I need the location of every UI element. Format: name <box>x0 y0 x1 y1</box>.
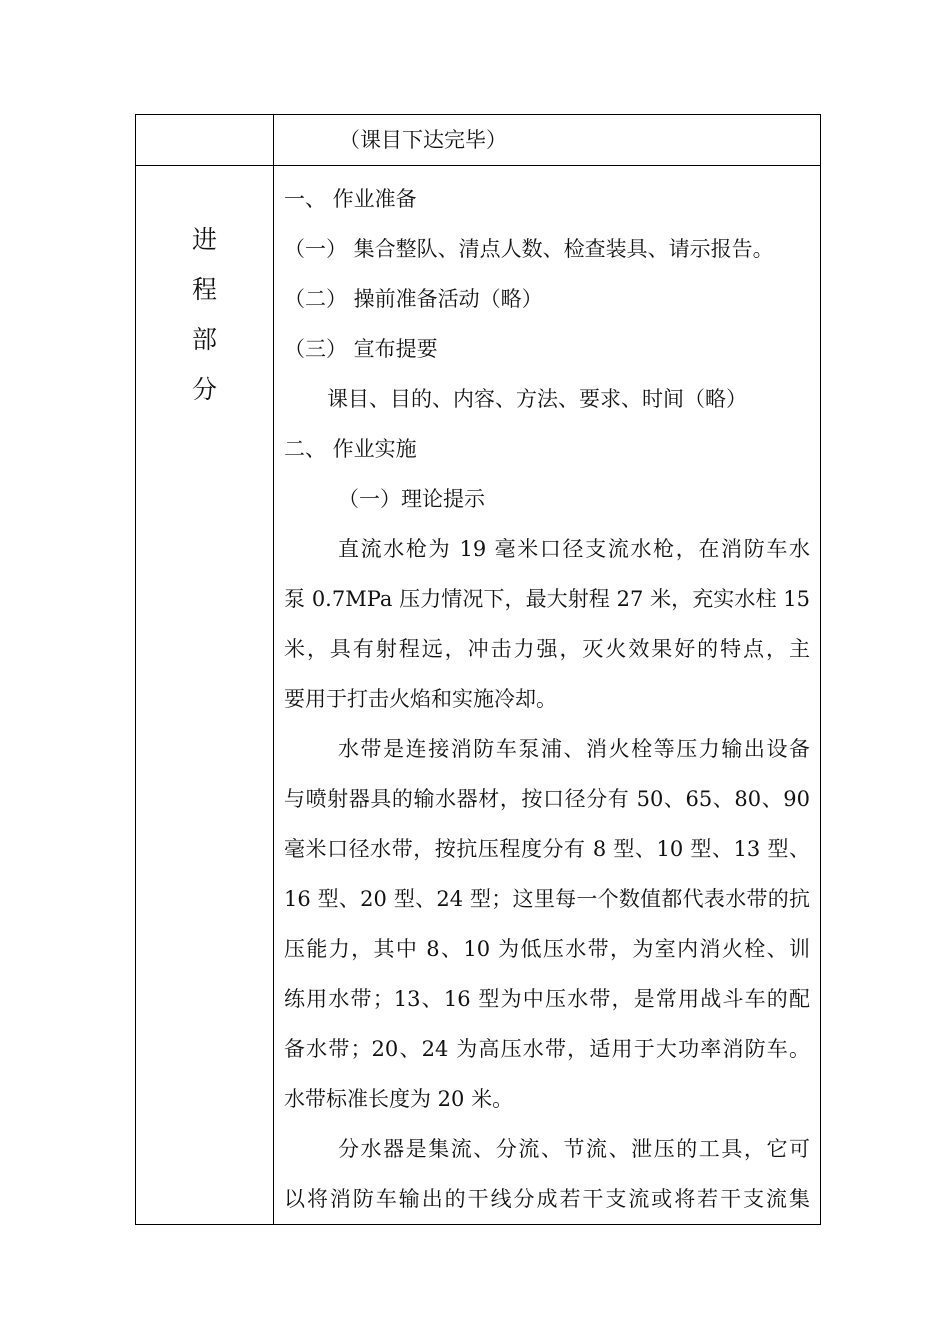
content-line: 二、 作业实施 <box>284 437 417 461</box>
content-line: 要用于打击火焰和实施冷却。 <box>284 687 557 711</box>
content-line: 直流水枪为 19 毫米口径支流水枪，在消防车水 <box>338 537 810 561</box>
content-line: 水带是连接消防车泵浦、消火栓等压力输出设备 <box>338 737 810 761</box>
section-label-cell <box>136 166 274 1225</box>
table-row-header <box>136 115 821 166</box>
top-content-cell <box>274 115 821 166</box>
content-line: （一） 集合整队、清点人数、检查装具、请示报告。 <box>284 237 774 261</box>
content-line: 以将消防车输出的干线分成若干支流或将若干支流集 <box>284 1187 810 1211</box>
content-line: （三） 宣布提要 <box>284 337 438 361</box>
section-label-vertical <box>136 166 273 415</box>
content-line: 米，具有射程远，冲击力强，灭火效果好的特点，主 <box>284 637 810 661</box>
content-line: （二） 操前准备活动（略） <box>284 287 543 311</box>
content-line: 备水带；20、24 为高压水带，适用于大功率消防车。 <box>284 1037 810 1061</box>
course-issued-note: （课目下达完毕） <box>339 128 507 152</box>
table-row-process <box>136 166 821 1225</box>
content-line: 一、 作业准备 <box>284 187 417 211</box>
section-content-cell <box>274 166 821 1225</box>
content-line: 分水器是集流、分流、节流、泄压的工具，它可 <box>338 1137 810 1161</box>
content-line: 练用水带；13、16 型为中压水带，是常用战斗车的配 <box>284 987 810 1011</box>
section-label-char: 分 <box>191 375 217 404</box>
content-line: 毫米口径水带，按抗压程度分有 8 型、10 型、13 型、 <box>284 837 810 861</box>
content-line: 16 型、20 型、24 型；这里每一个数值都代表水带的抗 <box>284 887 810 911</box>
section-label-char: 进 <box>191 225 217 254</box>
content-line: 与喷射器具的输水器材，按口径分有 50、65、80、90 <box>284 787 810 811</box>
content-line: 压能力，其中 8、10 为低压水带，为室内消火栓、训 <box>284 937 810 961</box>
top-label-cell <box>136 115 274 166</box>
content-line: 泵 0.7MPa 压力情况下，最大射程 27 米，充实水柱 15 <box>284 587 810 611</box>
content-line: （一）理论提示 <box>338 487 485 511</box>
section-label-char: 部 <box>191 325 217 354</box>
content-line: 课目、目的、内容、方法、要求、时间（略） <box>327 387 747 411</box>
section-label-char: 程 <box>191 275 217 304</box>
lesson-plan-table <box>135 114 821 1225</box>
content-line: 水带标准长度为 20 米。 <box>284 1087 514 1111</box>
section-content <box>274 166 820 1224</box>
